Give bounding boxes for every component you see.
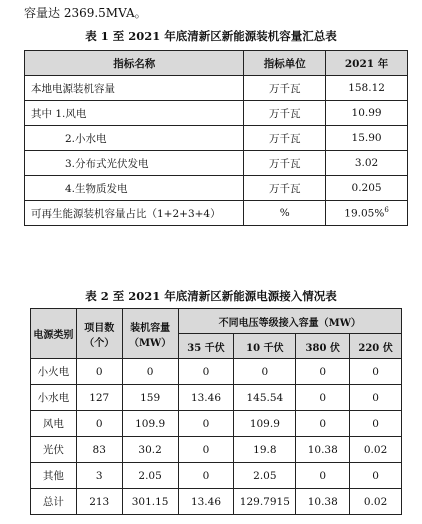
table2-cell: 0 — [296, 411, 350, 437]
table2-cell: 其他 — [31, 463, 77, 489]
table2-header-row — [31, 309, 402, 334]
table2-cell: 0 — [178, 359, 234, 385]
table2-cell: 10.38 — [296, 437, 350, 463]
table1-cell-value: 15.90 — [326, 126, 408, 151]
table2-cell: 109.9 — [234, 411, 296, 437]
table1-cell-name: 可再生能源装机容量占比（1+2+3+4） — [25, 201, 244, 226]
table1-value-text: 19.05% — [344, 207, 385, 220]
table2-cell: 0 — [76, 359, 122, 385]
table2-cell: 0 — [350, 359, 402, 385]
table1-cell-unit: % — [244, 201, 326, 226]
table2-cell: 2.05 — [122, 463, 178, 489]
table1-cell-value: 0.205 — [326, 176, 408, 201]
table1-cell-value: 3.02 — [326, 151, 408, 176]
table2-header-220v: 220 伏 — [350, 334, 402, 359]
table2-header-10kv: 10 千伏 — [234, 334, 296, 359]
table2-cell: 小水电 — [31, 385, 77, 411]
table2-cell: 光伏 — [31, 437, 77, 463]
table-row — [31, 411, 402, 437]
table2-header-380v: 380 伏 — [296, 334, 350, 359]
table2-cell: 213 — [76, 489, 122, 515]
table2-cell: 0.02 — [350, 489, 402, 515]
table2-header-capacity: 装机容量（MW） — [122, 309, 178, 359]
table2-cell: 3 — [76, 463, 122, 489]
table1-cell-name: 2.小水电 — [25, 126, 244, 151]
table2-cell: 0 — [178, 411, 234, 437]
table-row — [25, 76, 408, 101]
table-row — [31, 437, 402, 463]
table2-cell: 2.05 — [234, 463, 296, 489]
table2-cell: 13.46 — [178, 385, 234, 411]
table2-cell: 0 — [296, 359, 350, 385]
table2-cell: 145.54 — [234, 385, 296, 411]
table1-cell-name: 4.生物质发电 — [25, 176, 244, 201]
table2-cell: 风电 — [31, 411, 77, 437]
table2-cell: 83 — [76, 437, 122, 463]
table2-cell: 0 — [350, 411, 402, 437]
table2-header-voltage-group: 不同电压等级接入容量（MW） — [178, 309, 401, 334]
table1-cell-value — [326, 201, 408, 226]
table-row — [25, 126, 408, 151]
table2-cell: 0 — [350, 463, 402, 489]
table2-cell: 小火电 — [31, 359, 77, 385]
table-row — [25, 101, 408, 126]
table-row — [25, 176, 408, 201]
table1-capacity-summary — [24, 50, 408, 226]
table1-cell-name: 本地电源装机容量 — [25, 76, 244, 101]
table2-header-35kv: 35 千伏 — [178, 334, 234, 359]
table1-cell-unit: 万千瓦 — [244, 101, 326, 126]
table1-header-row — [25, 51, 408, 76]
table2-cell: 0 — [296, 385, 350, 411]
table2-cell: 0 — [178, 437, 234, 463]
table2-cell: 301.15 — [122, 489, 178, 515]
table2-body — [31, 359, 402, 515]
intro-text-line: 容量达 2369.5MVA。 — [24, 6, 147, 20]
table1-header-year: 2021 年 — [326, 51, 408, 76]
table1-cell-unit: 万千瓦 — [244, 176, 326, 201]
table2-cell: 0 — [234, 359, 296, 385]
table1-cell-unit: 万千瓦 — [244, 151, 326, 176]
table-row — [31, 359, 402, 385]
table2-header-count: 项目数（个） — [76, 309, 122, 359]
table2-cell: 0 — [178, 463, 234, 489]
table2-cell: 13.46 — [178, 489, 234, 515]
table2-cell: 总计 — [31, 489, 77, 515]
table-row — [25, 151, 408, 176]
table1-cell-name: 其中 1.风电 — [25, 101, 244, 126]
table1-cell-unit: 万千瓦 — [244, 76, 326, 101]
table1-cell-value: 10.99 — [326, 101, 408, 126]
table-row — [31, 489, 402, 515]
table2-cell: 10.38 — [296, 489, 350, 515]
table-row — [25, 201, 408, 226]
table2-caption: 表 2 至 2021 年底清新区新能源电源接入情况表 — [85, 289, 337, 303]
table2-cell: 0 — [296, 463, 350, 489]
table1-caption: 表 1 至 2021 年底清新区新能源装机容量汇总表 — [85, 29, 337, 43]
footnote-marker: 6 — [384, 206, 389, 215]
table2-cell: 30.2 — [122, 437, 178, 463]
table2-cell: 0 — [122, 359, 178, 385]
table2-cell: 129.7915 — [234, 489, 296, 515]
table2-cell: 19.8 — [234, 437, 296, 463]
table-row — [31, 385, 402, 411]
table2-cell: 159 — [122, 385, 178, 411]
table1-header-unit: 指标单位 — [244, 51, 326, 76]
table1-cell-name: 3.分布式光伏发电 — [25, 151, 244, 176]
table2-cell: 127 — [76, 385, 122, 411]
table2-grid-connection — [30, 308, 402, 515]
table1-header-name: 指标名称 — [25, 51, 244, 76]
table2-cell: 0 — [350, 385, 402, 411]
table2-cell: 109.9 — [122, 411, 178, 437]
table2-header-type: 电源类别 — [31, 309, 77, 359]
table-row — [31, 463, 402, 489]
table1-cell-unit: 万千瓦 — [244, 126, 326, 151]
table2-cell: 0.02 — [350, 437, 402, 463]
table1-cell-value: 158.12 — [326, 76, 408, 101]
table2-cell: 0 — [76, 411, 122, 437]
